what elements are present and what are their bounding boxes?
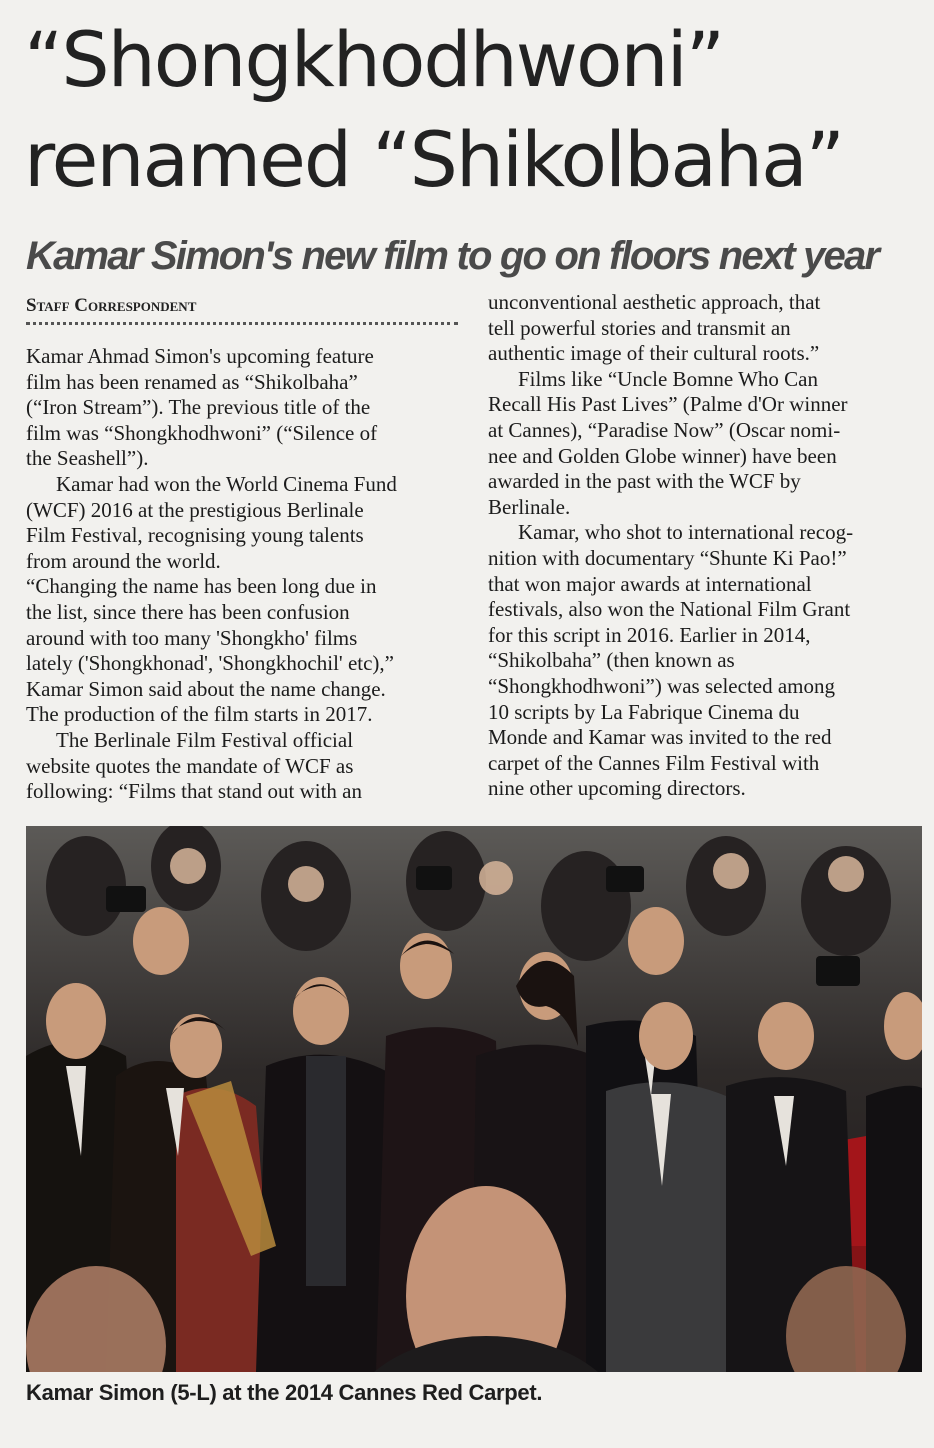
body-line: Films like “Uncle Bomne Who Can <box>518 366 818 391</box>
body-line: around with too many 'Shongkho' films <box>26 625 358 650</box>
article-column-right <box>488 290 928 802</box>
body-line: Berlinale. <box>488 494 571 519</box>
body-line: The production of the film starts in 2017. <box>26 702 373 727</box>
body-line: Film Festival, recognising young talents <box>26 523 364 548</box>
headline-line-1: “Shongkhodhwoni” <box>24 15 724 104</box>
headline <box>24 10 924 210</box>
body-line: awarded in the past with the WCF by <box>488 469 801 494</box>
body-line: following: “Films that stand out with an <box>26 779 362 804</box>
body-line: carpet of the Cannes Film Festival with <box>488 750 820 775</box>
body-line: website quotes the mandate of WCF as <box>26 753 354 778</box>
body-line: Kamar Simon said about the name change. <box>26 676 386 701</box>
body-line: tell powerful stories and transmit an <box>488 315 791 340</box>
body-line: at Cannes), “Paradise Now” (Oscar nomi- <box>488 417 841 442</box>
body-line: unconventional aesthetic approach, that <box>488 290 821 314</box>
byline-divider <box>26 322 458 325</box>
body-line: The Berlinale Film Festival official <box>56 727 354 752</box>
body-line: (WCF) 2016 at the prestigious Berlinale <box>26 497 364 522</box>
body-line: the Seashell”). <box>26 446 149 471</box>
body-line: Kamar Ahmad Simon's upcoming feature <box>26 344 374 368</box>
body-line: (“Iron Stream”). The previous title of the <box>26 395 371 420</box>
body-line: Kamar, who shot to international recog- <box>518 520 854 545</box>
red-carpet-photo <box>26 826 922 1372</box>
body-line: Kamar had won the World Cinema Fund <box>56 471 397 496</box>
body-line: nition with documentary “Shunte Ki Pao!” <box>488 545 847 570</box>
body-line: lately ('Shongkhonad', 'Shongkhochil' etc),” <box>26 651 394 676</box>
body-line: film has been renamed as “Shikolbaha” <box>26 369 358 394</box>
body-line: festivals, also won the National Film Grant <box>488 597 851 622</box>
body-line: Recall His Past Lives” (Palme d'Or winner <box>488 392 848 417</box>
body-line: 10 scripts by La Fabrique Cinema du <box>488 699 800 724</box>
body-line: authentic image of their cultural roots.” <box>488 341 820 366</box>
body-line: nine other upcoming directors. <box>488 776 746 801</box>
body-line: Monde and Kamar was invited to the red <box>488 725 832 750</box>
body-line: “Shongkhodhwoni”) was selected among <box>488 673 836 698</box>
body-line: “Shikolbaha” (then known as <box>488 648 735 673</box>
body-line: the list, since there has been confusion <box>26 599 350 624</box>
subheadline: Kamar Simon's new film to go on floors next year <box>26 234 879 278</box>
body-line: that won major awards at international <box>488 571 812 596</box>
body-line: nee and Golden Globe winner) have been <box>488 443 837 468</box>
body-line: for this script in 2016. Earlier in 2014, <box>488 622 811 647</box>
body-line: film was “Shongkhodhwoni” (“Silence of <box>26 420 378 445</box>
body-line: from around the world. <box>26 548 221 573</box>
byline: Staff Correspondent <box>26 295 197 316</box>
red-carpet-illustration <box>26 826 922 1372</box>
headline-line-2: renamed “Shikolbaha” <box>24 115 844 204</box>
body-line: “Changing the name has been long due in <box>26 574 377 599</box>
photo-caption: Kamar Simon (5-L) at the 2014 Cannes Red Carpet. <box>26 1380 543 1405</box>
article-column-left <box>26 344 466 805</box>
